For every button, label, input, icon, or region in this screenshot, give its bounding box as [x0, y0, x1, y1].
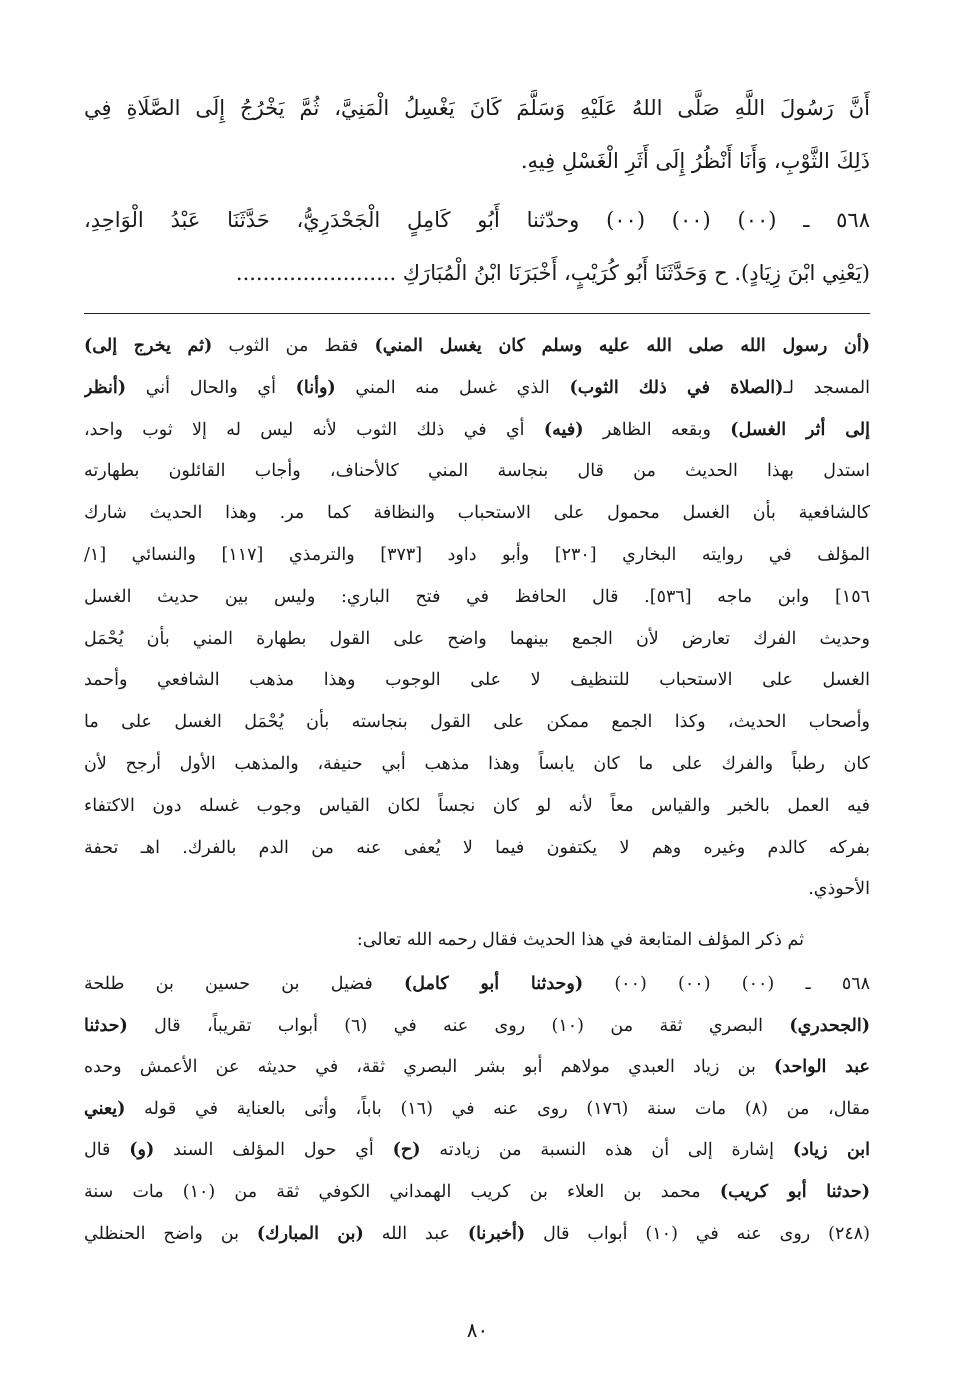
hadith-line: (يَعْنِي ابْنَ زِيَادٍ). ح وَحَدَّثَنَا أَبُو كُرَيْبٍ، أَخْبَرَنَا ابْنُ الْمُبَارَكِ ........................ [235, 261, 870, 285]
hadith-line: ذَلِكَ الثَّوْبِ، وَأَنَا أَنْظُرُ إِلَى أَثَرِ الْغَسْلِ فِيهِ. [520, 149, 870, 173]
commentary-line: وحديث الفرك تعارض لأن الجمع بينهما واضح على القول بطهارة المني بأن يُحْمَل [84, 628, 870, 649]
narration-line: مقال، من (٨) مات سنة (١٧٦) روى عنه في (١٦) باباً، وأتى بالعناية في قوله (يعني [84, 1098, 870, 1119]
commentary-line: فيه العمل بالخبر والقياس معاً لأنه لو كان نجساً لكان القياس وجوب غسله دون الاكتفاء [84, 795, 870, 816]
hadith-line: أَنَّ رَسُولَ اللَّهِ صَلَّى اللهُ عَلَيْهِ وَسَلَّمَ كَانَ يَغْسِلُ الْمَنِيَّ، ثُمَّ يَخْرُجُ إِلَى الصَّلَاةِ فِي [84, 96, 870, 120]
narration-line: ابن زياد) إشارة إلى أن هذه النسبة من زيادته (ح) أي حول المؤلف السند (و) قال [84, 1140, 870, 1161]
commentary-line: (أن رسول الله صلى الله عليه وسلم كان يغسل المني) فقط من الثوب (ثم يخرج إلى) [84, 336, 870, 356]
narration-line: عبد الواحد) بن زياد العبدي مولاهم أبو بشر البصري ثقة، في حديثه عن الأعمش وحده [84, 1057, 870, 1078]
commentary-line: استدل بهذا الحديث من قال بنجاسة المني كالأحناف، وأجاب القائلون بطهارته [84, 461, 870, 482]
commentary-text [84, 326, 870, 911]
commentary-line: إلى أثر الغسل) وبقعه الظاهر (فيه) أي في ذلك الثوب لأنه ليس له إلا ثوب واحد، [84, 419, 870, 440]
narration-line: (حدثنا أبو كريب) محمد بن العلاء بن كريب الهمداني الكوفي ثقة من (١٠) مات سنة [84, 1181, 870, 1202]
narration-line: (٢٤٨) روى عنه في (١٠) أبواب قال (أخبرنا) عبد الله (بن المبارك) بن واضح الحنظلي [84, 1223, 870, 1244]
commentary-line: الأحوذي. [808, 879, 870, 900]
hadith-line: ٥٦٨ ـ (٠٠) (٠٠) (٠٠) وحدّثنا أَبُو كَامِلٍ الْجَحْدَرِيُّ، حَدَّثَنَا عَبْدُ الْوَاحِدِ، [84, 208, 870, 232]
commentary-line: الغسل على الاستحباب للتنظيف لا على الوجوب وهذا مذهب الشافعي وأحمد [84, 670, 870, 691]
separator-rule [84, 313, 870, 314]
narration-line: ٥٦٨ ـ (٠٠) (٠٠) (٠٠) (وحدثنا أبو كامل) فضيل بن حسين بن طلحة [84, 974, 870, 994]
narration-line: (الجحدري) البصري ثقة من (١٠) روى عنه في (٦) أبواب تقريباً، قال (حدثنا [84, 1015, 870, 1036]
narration-commentary [84, 964, 870, 1255]
commentary-line: المؤلف في روايته البخاري [٢٣٠] وأبو داود [٣٧٣] والترمذي [١١٧] والنسائي [١/ [84, 544, 870, 565]
commentary-line: وأصحاب الحديث، وكذا الجمع ممكن على القول بنجاسته بأن يُحْمَل الغسل على ما [84, 712, 870, 733]
commentary-line: ١٥٦] وابن ماجه [٥٣٦]. قال الحافظ في فتح الباري: وليس بين حديث الغسل [84, 586, 870, 607]
commentary-line: كالشافعية بأن الغسل محمول على الاستحباب والنظافة كما مر. وهذا الحديث شارك [84, 503, 870, 524]
page-number: ٨٠ [466, 1318, 489, 1342]
commentary-line: كان رطباً والفرك على ما كان يابساً وهذا مذهب أبي حنيفة، والمذهب الأول أرجح لأن [84, 753, 870, 774]
commentary-line: بفركه كالدم وغيره وهم لا يكتفون فيما لا يُعفى عنه من الدم بالفرك. اهـ تحفة [84, 837, 870, 858]
hadith-text [84, 82, 870, 300]
commentary-line: المسجد لـ(الصلاة في ذلك الثوب) الذي غسل منه المني (وأنا) أي والحال أني (أنظر [84, 377, 870, 398]
transition-sentence: ثم ذكر المؤلف المتابعة في هذا الحديث فقال رحمه الله تعالى: [356, 930, 804, 950]
